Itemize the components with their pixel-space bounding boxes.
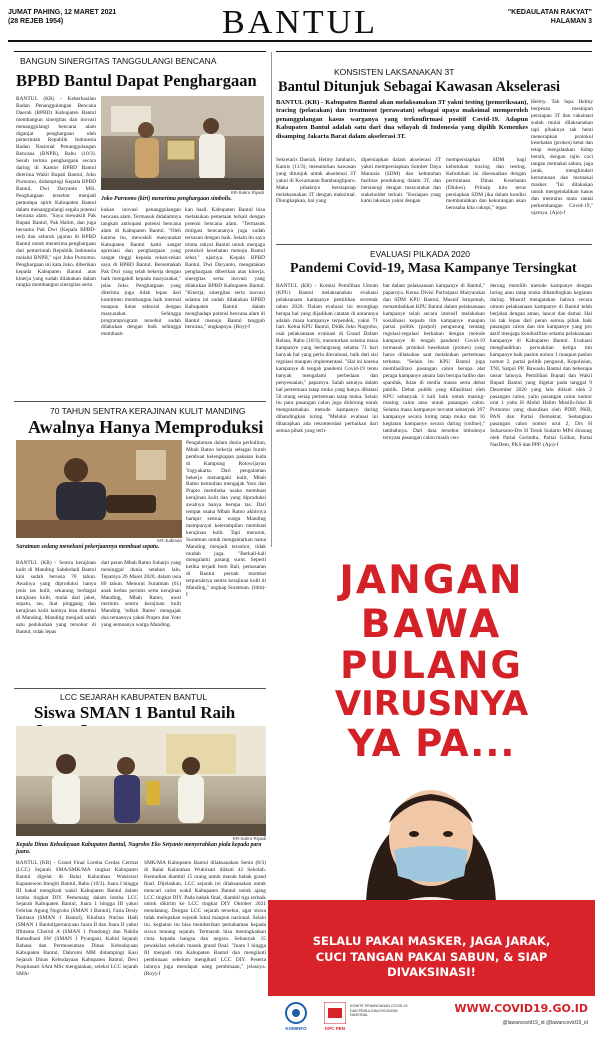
ad-social-handles[interactable]: @lawancovid19_id @lawancovid19_id bbox=[502, 1020, 588, 1026]
article5-credit: KR-Sukro Riyadi bbox=[232, 836, 266, 841]
ad-line3: PULANG bbox=[340, 644, 523, 687]
ad-band-line2: CUCI TANGAN PAKAI SABUN, & SIAP DIVAKSINASI! bbox=[315, 950, 548, 979]
article5-caption: Kepala Dinas Kebudayaan Kabupaten Bantul, Nugroho Eko Setyanto menyerahkan piala kepada para juara. bbox=[16, 842, 262, 855]
article2-col2: dipersiapkan dalam akselerasi 3T yakni mempersiapkan Sumber Daya Manusia (SDM) dan kebutuhan fasilitas pendukung dalam 3T, dan bersinergi dengan masyarakat dan stakeholder terkait. "Kesiapan yang kami lakukan yakni dengan bbox=[361, 157, 441, 205]
article1-col1: BANTUL (KR) - Keberhasilan Badan Penanggulangan Bencana Daerah (BPBD) Kabupaten Bantul membangun sinergitas dan inovasi menanggulangi bencana alam diganjar penghargaan oleh pemerintah Republik Indonesia Badan Nasional Penanggulangan Bencana (BNPB), Rabu (10/3). Sesuh terima penghargaan secara daring di Kantor BPBD Bantul diterima Wakil Bupati Bantul, Joko Purnomo, didampingi Kepala BPBD Bantul, Dwi Daryanto MSi. Penghargaan tersebut menjadi pemompa spirit Kabupaten Bantul dalam menanggulangi segala potensi bencana alam. "Saya mewakili Pak Bupati Bantul, Pak Halim, dan juga bersama Pak Dwi (Kepala BPBD-red) dan seluruh jajaran di BPBD Bantul untuk menerima penghargaan dari pemerintah Republik Indonesia melalui BNPB," ujar Joko Purnomo. Penghargaan ini kata Joko, diberikan kepada Kabupaten Bantul atas kinerja yang sudah dilakukan dalam rangka membangun sinergitas serta bbox=[16, 96, 96, 289]
masthead-hijri: (28 REJEB 1954) bbox=[8, 18, 64, 25]
ad-line2: BAWA bbox=[360, 602, 503, 647]
child-with-mask-image bbox=[346, 768, 516, 908]
article4-credit: KR-Judiman bbox=[157, 538, 182, 543]
article1-col3: kan hasil. Kabupaten Bantul bisa melakukan pemetaan terkait dengan potensi bencana alam. "Termasuk mitigasi bencananya juga sudah tersusun dengan baik. Selain itu saya minta rakyat Bantul untuk menjaga protokol kesehatan menuju Bantul sehat," ujarnya. Kepala BPBD Bantul, Dwi Daryanto, mengatakan penghargaan diberikan atas kinerja, sinergitas serta inovasi yang dilakukan BPBD Kabupaten Bantul. "Kinerja, sinergitas serta inovasi selama ini sudah dilakukan BPBD Kabupaten Bantul dalam menghadapi potensi bencana alam di Bantul menuju Bantul tangguh bencana," ungkapnya. (Roy)-f bbox=[185, 207, 265, 331]
article3-col2: bat dalam pelaksanaan kampanye di Bantul," paparnya. Ketua Divisi Partisipasi Masyarakat dan SDM KPU Bantul, Musnif Istiqomah, menambahkan KPU Bantul dalam pelaksanaan kampanye telah secara intensif melakukan sosialisasi kepada tim kampanye maupun partai politik (parpol) pengusung tentang regulasi-regulasi berkaitan dengan metode kampanye di tengah pandemi Covid-19 termasuk protokol kesehatan (prokes) yang harus dilakukan saat melakukan pertemuan terbatas. "Selain itu KPU Bantul juga memfasilitasi pasangan calon berupa alat peraga kampanye antara lain berupa baliho dan spanduk, iklan di media massa serta debat publik. Debat publik yang difasilitasi oleh KPU sebanyak 3 kali baik untuk masing-masing calon atau untuk pasangan calon. Selama masa kampanye tercatat sebanyak 397 kampanye secara luring tatap muka dan 16 kegiatan kampanye secara daring (online)," tambahnya. Dari data tersebut imbuhnya ternyata pasangan calon masih cen- bbox=[383, 283, 485, 441]
ad-line5: YA PA... bbox=[347, 722, 516, 765]
article2-kicker: KONSISTEN LAKSANAKAN 3T bbox=[334, 67, 455, 77]
article5-col2: SMK/MA Kabupaten Bantul dilaksanakan Senin (8/3) di Balai Kalurahan Wukirsari diikuti 42 Sekolah. Kemudian diambil 15 orang untuk masuk babak grand final. Dijelaskan, LCC sejarah ini dilaksanakan untuk mencari calon wakil Kabupaten Bantul untuk ajang LCC tingkat DIY. Pada babak final, diambil tiga terbaik untuk dikirim ke LCC tingkat DIY Oktober 2021 mendatang. Dengan LCC sejarah tersebut, agar siswa tidak melupakan sejarah lokal maupun nasional. Selain itu, kegiatan itu bisa memberikan pemahaman kepada siswa tentang sejarah. Termasuk bisa meningkatkan cinta kepada bangsa dan negara. Sebanyak 15 pewakilan sekolah masuk grand final. "Juara I hingga III menjadi tim Kabupaten Bantul dan mengikuti pembinaan sebelum mengikuti LCC DIY. Peserta lainnya juga mendapat uang pembinaan," jelasnya. (Roy)-f bbox=[144, 860, 266, 977]
article3-top-rule bbox=[276, 244, 592, 245]
article1-headline: BPBD Bantul Dapat Penghargaan bbox=[16, 71, 257, 90]
article3-col1: BANTUL (KR) - Komisi Pemilihan Umum (KPU) Bantul melaksanakan evaluasi pelaksanaan kampanye pemilihan serentak tahun 2020. Dalam evaluasi ini terungkap berapa hal yang dijadikan catatan di antaranya adalah masa kampanye terpendek, yakni 71 hari. Ketua KPU Bantul, Didik Joko Nugroho, usai pelaksanaan evaluasi di Grand Dafam Rohan, Rabu (10/3), menuturkan selama masa kampanye yang berlangsung selama 71 hari banyak hal yang perlu dievaluasi, baik dari sisi regulasi maupun implementasi. "Hal ini karena kampanye di tengah pandemi Covid-19 tentu banyak mengalami perbedaan dan penyesuaian," paparnya. Salah satunya dalam hal pertemuan tatap muka yang hanya dibatasi 50 orang setiap pertemuan tatap muka. Selain itu para pasangan calon juga didorong untuk mengutamakan metode kampanye daring dibandingkan luring. "Melalui evaluasi ini diharapkan ada rekomendasi perbaikan dari semua pihak yang terli- bbox=[276, 283, 378, 435]
kpc-logo-icon bbox=[324, 1002, 346, 1024]
article3-col3: derung memilih metode kampanye dengan luring atau tatap muka dibandingkan kegiatan daring. Musnif mengatakan bahwa secara umum pelaksanaan kampanye di Bantul telah berjalan dengan aman, lancar dan damai. Hal ini tak lepas dari peran semua pihak baik pasangan calon dan tim kampanye yang pro aktif menjaga kondusifitas selama pelaksanaan kampanye di Kabupaten Bantul. Evaluasi menghadirkan perwakilan ketiga tim kampanye baik paslon nomor 1 maupun paslon nomor 2, partai politik pengusul, Kepolisian, TNI, Satpol PP, Bawaslu Bantul dan beberapa unsur lainnya. Pemilihan Bupati dan Wakil Bupati Bantul yang digelar pada tanggal 9 Desember 2020 yang lalu diikuti oleh 2 pasangan calon, yaitu pasangan calon nomor urut 1 yaitu H Abdul Halim Muslih-Joko B Purnomo yang diusulkan oleh PDIP, PKB, PAN dan Partai Demokrat. Sedangkan pasangan calon nomor urut 2, Drs H Suharsono-Drs H Totok Sudarto MPd diusung oleh Partai Gerindra, Partai Golkar, Partai NasDem, PKS dan PPP. (Ajo)-f bbox=[490, 283, 592, 448]
trophy-handover-image bbox=[16, 726, 266, 836]
leather-craftsman-image bbox=[16, 440, 182, 538]
article4-photo bbox=[16, 440, 182, 538]
article1-kicker: BANGUN SINERGITAS TANGGULANGI BENCANA bbox=[20, 56, 217, 66]
article3-kicker: EVALUASI PILKADA 2020 bbox=[370, 249, 471, 259]
masthead bbox=[8, 6, 592, 42]
article1-top-rule bbox=[14, 51, 266, 52]
masthead-title: BANTUL bbox=[222, 4, 378, 41]
masthead-slogan: "KEDAULATAN RAKYAT" bbox=[507, 9, 592, 16]
article1-col2: kukan inovasi penanggulangan bencana alam. Termasuk didalamnya langkah antisipasi potensi bencana alam di Kabupaten Bantul. "Oleh karena itu, mewakili masyarakat Kabupaten Bantul kami sangat apresiasi dan penghargaan yang sangat tinggi kepada rekan-rekan saya di BPBD Bantul. Bersemakah Pak Dwi yang telah bekerja dengan baik mengabdi kepada masyarakat," jelas Joko. Penghargaan yang diterima juga tidak lepas dari komitmen membangun baik internal maupun lintas sektoral dengan masyarakat. Sehingga programprogram tersebut sudah dilakukan dengan baik sehingga membuah- bbox=[101, 207, 181, 338]
masthead-date: JUMAT PAHING, 12 MARET 2021 bbox=[8, 9, 117, 16]
article5-kicker: LCC SEJARAH KABUPATEN BANTUL bbox=[60, 692, 208, 702]
article4-caption: Suratman sedang menekuni pekerjaannya membuat sepatu. bbox=[16, 544, 160, 550]
kominfo-label: KOMINFO bbox=[285, 1026, 307, 1031]
article4-headline: Awalnya Hanya Memproduksi bbox=[28, 417, 264, 437]
masthead-page: HALAMAN 3 bbox=[550, 18, 592, 25]
ad-line1: JANGAN bbox=[339, 558, 524, 603]
article4-col3: Pengalaman dalam dunia perkulitan, Mbah Ratno bekerja sebagai buruh pembuat kelengkapan pakaian kuda di Kampung Rotowijayan Yogyakarta. Dari pengalaman bekerja menangani kulit, Mbah Ratno kemudian mengajak Yoto dan Prapto membuka usaha membuat kerajinan kulit dan yang diproduksi awalnya hanya berupa tas. Dari tempat usaha Mbah Ratno akhirnya hampir semua warga Manding mempunyai keterampilan membuat kerajinan kulit. Tapi menurut, Suratman untuk mengantarkan nama Manding menjadi tersohor, tidak mudah juga. "Berkali-kali mengalami pasang surut. Seperti ketika terjadi bom Bali, pemasaran di Bantul pernah mombat terpuruknya sentra kerajinan kulit di Manding," ungkap Suratman. (Jdm)-f bbox=[186, 440, 266, 598]
ad-website[interactable]: WWW.COVID19.GO.ID bbox=[454, 1002, 588, 1015]
article4-col1: BANTUL (KR) - Sentra kerajinan kulit di Manding Sabdodadi Bantul kini sudah berusia 70 tahun. Awalnya yang diproduksi hanya jenis tas kulit, sekarang berbagai kerajinan kulit, mulai dari jaket, sepatu, tas, ikat pinggang dan kerajinan kulit lainnya bisa ditemui di Manding. Manding menjadi salah satu pedukuhan yang tersohor di Bantul, tidak lepas bbox=[16, 560, 96, 636]
article2-lead: BANTUL (KR) - Kabupaten Bantul akan melaksanakan 3T yakni testing (pemeriksaan), tracing (pelacakan) dan treatment (perawatan) sebagai upaya maksimal memperoleh penanggulangan kasus warganya yang terkonfirmasi positif Covid-19. Adapun Kabupaten Bantul adalah satu dari dua wilayah di Indonesia yang dipilih Kemenkes disamping Jakarta Barat dalam akselerasi 3T. bbox=[276, 99, 528, 140]
column-divider bbox=[271, 52, 272, 547]
article4-kicker: 70 TAHUN SENTRA KERAJINAN KULIT MANDING bbox=[50, 406, 246, 416]
ad-band-line1: SELALU PAKAI MASKER, JAGA JARAK, bbox=[312, 934, 551, 948]
ad-line4: VIRUSNYA bbox=[334, 684, 529, 724]
ad-footer bbox=[268, 996, 595, 1040]
article5-headline: Siswa SMAN 1 Bantul Raih bbox=[34, 703, 236, 722]
article5-top-rule bbox=[14, 688, 266, 689]
article1-credit: KR-Sukro Riyadi bbox=[230, 190, 264, 195]
article5-photo bbox=[16, 726, 266, 836]
masthead-right-block bbox=[508, 8, 592, 26]
article4-top-rule bbox=[14, 401, 266, 402]
article4-col2: dari peran Mbah Ratno Suharjo yang meninggal dunia setahun lalu, Tepatnya 26 Maret 2020, dalam usia 80 tahun. Menurut Suratman (61) anak kedua perintis serta kerajinan Manding, Mbah Ratno, awal merintis sentra kerajinan kulit Manding 'mBah Ratno' mengajak dua temannya yakni Prapto dan Yoto yang semuanya warga Manding. bbox=[101, 560, 181, 629]
covid-ad bbox=[268, 552, 595, 1040]
article1-caption: Joko Purnomo (kiri) menerima penghargaan simbolis. bbox=[101, 196, 232, 202]
article1-photo bbox=[101, 96, 264, 190]
article2-col3: mempersiapkan SDM bagi kebutuhan tracing dan testing. Kebutuhan ini disesuaikan dengan permintaan Dinas Kesehatan (Dinkes). Prinsip kita terus persiapkan SDM jika dalam kondisi membutuhkan dan kekurangan akan berusaha kita cukupi," tegas bbox=[446, 157, 526, 212]
kominfo-logo-icon bbox=[282, 1002, 310, 1024]
article5-col1: BANTUL (KR) - Grand Final Lomba Cerdas Cermat (LCC) Sejarah SMA/SMK/MA tingkat Kabupaten Bantul digelar di Balai Kalurahan Wukirsari Kapanewon Imogiri Bantul, Rabu (10/3). Juara I hingga III bakal mengikuti wakil Kabupaten Bantul dalam lomba tingkat DIY. Pemenang dalam lomba LCC Sejarah Kabupaten Bantul, Juara 1 hingga III yakni Febrian Agung Nugroho (SMAN 1 Bantul), Fatia Desty Tantiasa (SMAN 1 Bantul), Khalista Nurina Hadi (SMAN 1 Bantul)pertanyaan Juara II dan Juara II yakni Ifthtanta Cheirul A (SMAN 1 Pundong) dan Nabila Ramadhani SW (SMAN 1 Pyungan). Kabid Sejarah Bahasa dan Permuseuman Dinas Kebudayaan Kabupaten Bantul, Dahromi MM didampingi Kasi Sejarah Dinas Kebudayaan Kabupaten Bantul, Devi Puspitasari SAnt MSc mengatakan, seleksi LCC sejarah SMA/ bbox=[16, 860, 138, 977]
article2-col1: Sekretaris Daerah, Helmy Jamharis, Kamis (11/3), menuturkan kawasan yang ditunjuk untuk akselerasi 3T yakni di Kecamatan Bambanglipuro. Maka pihaknya bersiapsiap melaksanakan 3T dengan maksimal. Diungkapkan, hal yang bbox=[276, 157, 356, 205]
article2-col4: Helmy. Tak lupa Helmy berpesan meskipun persiapan 3T dan vaksinasi sudah mulai dilaksanakan tapi pihaknya tak henti menerapkan protokol kesehatan (prokes) ketat dan tetap menjalankan hidup bersih, dengan rajin cuci tangan memakai sabun, jaga jarak, menghindari kerumunan dan memakai masker. "Ini dilakukan untuk mengendalikan kasus dan memutus mata rantai perkembangan Covid-19," ujarnya. (Ajo)-f bbox=[531, 99, 593, 216]
article2-top-rule bbox=[276, 51, 592, 52]
article2-headline: Bantul Ditunjuk Sebagai Kawasan Akselerasi bbox=[278, 79, 561, 95]
ad-red-band bbox=[268, 900, 595, 996]
kpc-description: KOMITE PENANGANAN COVID-19 DAN PEMULIHAN EKONOMI NASIONAL bbox=[350, 1004, 408, 1017]
article3-headline: Pandemi Covid-19, Masa Kampanye Tersingkat bbox=[290, 261, 577, 276]
award-ceremony-image bbox=[101, 96, 264, 190]
kpc-label: KPC PEN bbox=[324, 1026, 345, 1031]
